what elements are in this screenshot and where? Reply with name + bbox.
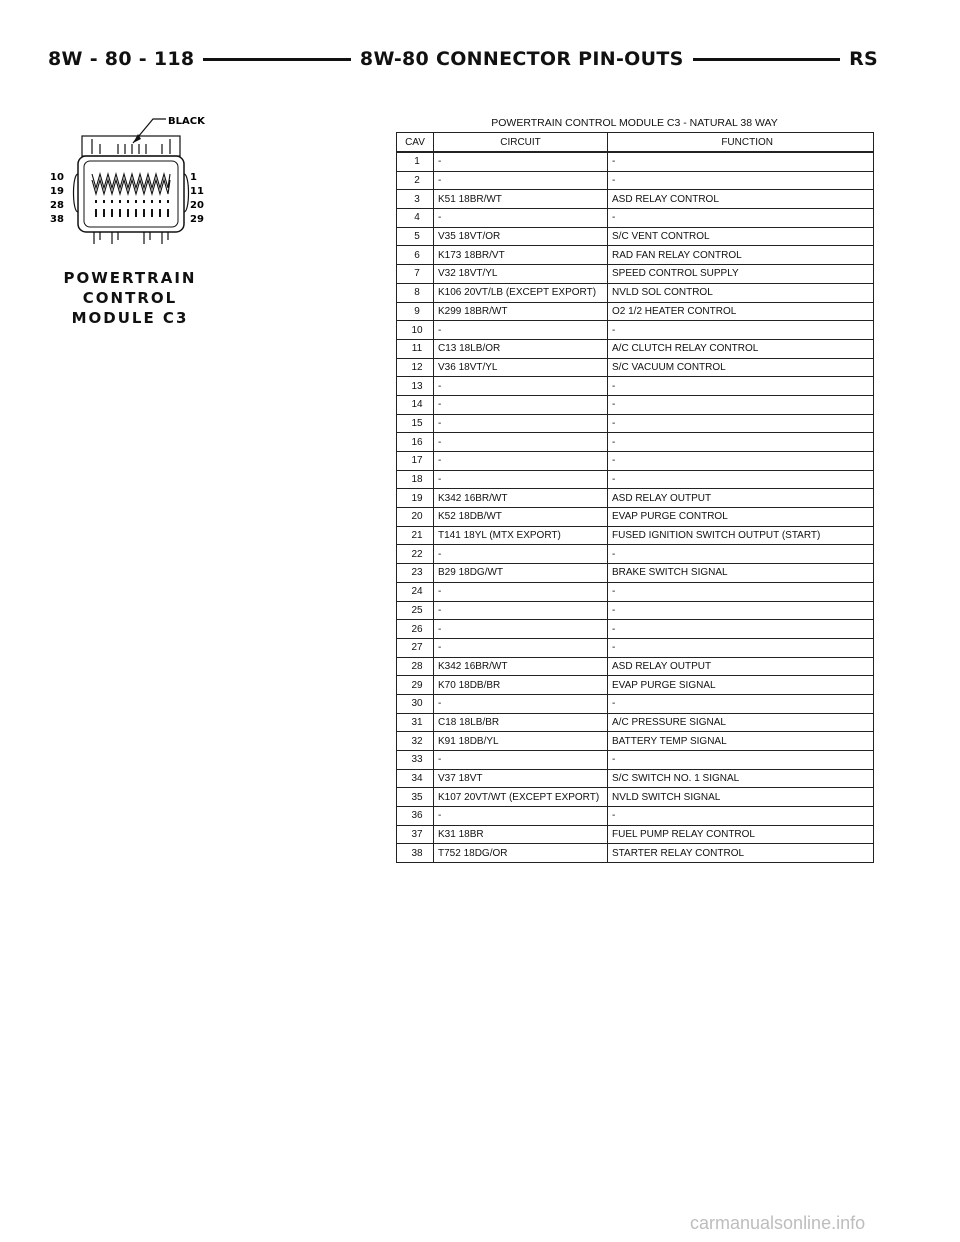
cav-cell: 37 [397,825,434,844]
table-row [397,433,874,452]
caption-line: CONTROL [82,289,178,307]
function-cell: ASD RELAY OUTPUT [608,657,874,676]
table-row [397,321,874,340]
function-cell: NVLD SOL CONTROL [608,283,874,302]
function-cell: BATTERY TEMP SIGNAL [608,732,874,751]
table-row [397,470,874,489]
column-header-function: FUNCTION [608,133,874,153]
header-rule-left [203,58,351,61]
circuit-cell: B29 18DG/WT [434,564,608,583]
circuit-cell: - [434,377,608,396]
pin-dots [95,200,169,217]
circuit-cell: K106 20VT/LB (EXCEPT EXPORT) [434,283,608,302]
function-cell: - [608,638,874,657]
cav-cell: 16 [397,433,434,452]
function-cell: EVAP PURGE CONTROL [608,508,874,527]
cav-cell: 24 [397,582,434,601]
cav-cell: 36 [397,807,434,826]
table-row [397,508,874,527]
cav-cell: 29 [397,676,434,695]
circuit-cell: - [434,694,608,713]
circuit-cell: - [434,171,608,190]
function-cell: - [608,433,874,452]
circuit-cell: - [434,638,608,657]
table-row [397,694,874,713]
function-cell: FUEL PUMP RELAY CONTROL [608,825,874,844]
table-row [397,788,874,807]
table-row [397,751,874,770]
function-cell: EVAP PURGE SIGNAL [608,676,874,695]
cav-cell: 19 [397,489,434,508]
cav-cell: 4 [397,209,434,228]
circuit-cell: K107 20VT/WT (EXCEPT EXPORT) [434,788,608,807]
function-cell: STARTER RELAY CONTROL [608,844,874,863]
circuit-cell: - [434,545,608,564]
cav-cell: 1 [397,152,434,171]
table-row [397,246,874,265]
pinout-table [396,132,874,863]
circuit-cell: T141 18YL (MTX EXPORT) [434,526,608,545]
function-cell: - [608,414,874,433]
table-row [397,152,874,171]
function-cell: - [608,582,874,601]
circuit-cell: C13 18LB/OR [434,339,608,358]
function-cell: - [608,209,874,228]
cav-cell: 25 [397,601,434,620]
table-row [397,713,874,732]
circuit-cell: V32 18VT/YL [434,265,608,284]
module-caption [60,268,200,328]
model-code: RS [849,48,878,70]
circuit-cell: - [434,152,608,171]
table-row [397,414,874,433]
circuit-cell: - [434,601,608,620]
cav-cell: 17 [397,452,434,471]
column-header-cav: CAV [397,133,434,153]
function-cell: ASD RELAY OUTPUT [608,489,874,508]
cav-cell: 33 [397,751,434,770]
function-cell: - [608,807,874,826]
function-cell: NVLD SWITCH SIGNAL [608,788,874,807]
circuit-cell: - [434,807,608,826]
function-cell: FUSED IGNITION SWITCH OUTPUT (START) [608,526,874,545]
table-row [397,844,874,863]
table-row [397,452,874,471]
function-cell: S/C SWITCH NO. 1 SIGNAL [608,769,874,788]
cav-cell: 15 [397,414,434,433]
circuit-cell: V36 18VT/YL [434,358,608,377]
table-row [397,377,874,396]
circuit-cell: - [434,620,608,639]
latch-ribs [92,139,170,154]
cav-cell: 26 [397,620,434,639]
watermark: carmanualsonline.info [690,1213,866,1233]
table-row [397,265,874,284]
function-cell: - [608,377,874,396]
table-header-row [397,133,874,153]
function-cell: - [608,171,874,190]
cav-cell: 18 [397,470,434,489]
function-cell: - [608,152,874,171]
table-row [397,769,874,788]
cav-cell: 30 [397,694,434,713]
cav-cell: 13 [397,377,434,396]
table-row [397,582,874,601]
table-row [397,209,874,228]
circuit-cell: - [434,321,608,340]
table-row [397,227,874,246]
pin-label-left: 38 [50,214,64,225]
cav-cell: 21 [397,526,434,545]
table-row [397,489,874,508]
function-cell: - [608,452,874,471]
table-row [397,732,874,751]
circuit-cell: - [434,433,608,452]
circuit-cell: K70 18DB/BR [434,676,608,695]
table-row [397,526,874,545]
caption-line: MODULE C3 [71,309,189,327]
circuit-cell: V35 18VT/OR [434,227,608,246]
table-row [397,807,874,826]
circuit-cell: - [434,452,608,471]
cav-cell: 31 [397,713,434,732]
function-cell: - [608,321,874,340]
cav-cell: 22 [397,545,434,564]
pin-label-right: 11 [190,186,204,197]
connector-legs [94,232,168,244]
table-row [397,620,874,639]
table-row [397,283,874,302]
cav-cell: 34 [397,769,434,788]
pin-cavities [92,174,170,194]
circuit-cell: K91 18DB/YL [434,732,608,751]
color-callout: BLACK [168,116,205,127]
circuit-cell: - [434,414,608,433]
page-header [48,44,878,74]
pin-label-left: 10 [50,172,64,183]
cav-cell: 20 [397,508,434,527]
table-row [397,825,874,844]
function-cell: A/C CLUTCH RELAY CONTROL [608,339,874,358]
circuit-cell: C18 18LB/BR [434,713,608,732]
function-cell: - [608,601,874,620]
cav-cell: 32 [397,732,434,751]
cav-cell: 27 [397,638,434,657]
table-row [397,302,874,321]
page-number: 8W - 80 - 118 [48,48,195,70]
function-cell: S/C VACUUM CONTROL [608,358,874,377]
table-row [397,601,874,620]
cav-cell: 10 [397,321,434,340]
table-row [397,657,874,676]
circuit-cell: - [434,395,608,414]
cav-cell: 8 [397,283,434,302]
table-row [397,190,874,209]
pin-label-right: 20 [190,200,204,211]
circuit-cell: K173 18BR/VT [434,246,608,265]
circuit-cell: K299 18BR/WT [434,302,608,321]
table-row [397,676,874,695]
table-row [397,171,874,190]
connector-latch [82,136,180,156]
cav-cell: 6 [397,246,434,265]
cav-cell: 38 [397,844,434,863]
circuit-cell: K342 16BR/WT [434,657,608,676]
connector-inner-wall [84,161,178,227]
table-row [397,358,874,377]
circuit-cell: K342 16BR/WT [434,489,608,508]
circuit-cell: V37 18VT [434,769,608,788]
cav-cell: 23 [397,564,434,583]
cav-cell: 28 [397,657,434,676]
function-cell: - [608,751,874,770]
table-title: POWERTRAIN CONTROL MODULE C3 - NATURAL 38 WAY [491,117,778,129]
cav-cell: 2 [397,171,434,190]
circuit-cell: T752 18DG/OR [434,844,608,863]
function-cell: RAD FAN RELAY CONTROL [608,246,874,265]
function-cell: - [608,620,874,639]
section-title: 8W-80 CONNECTOR PIN-OUTS [359,48,684,70]
function-cell: - [608,694,874,713]
connector-drawing [48,108,218,268]
function-cell: - [608,470,874,489]
circuit-cell: - [434,751,608,770]
pin-label-left: 19 [50,186,64,197]
table-row [397,395,874,414]
cav-cell: 9 [397,302,434,321]
function-cell: ASD RELAY CONTROL [608,190,874,209]
cav-cell: 3 [397,190,434,209]
cav-cell: 14 [397,395,434,414]
function-cell: - [608,545,874,564]
cav-cell: 11 [397,339,434,358]
caption-line: POWERTRAIN [63,269,197,287]
table-body [397,152,874,863]
function-cell: - [608,395,874,414]
pin-label-right: 29 [190,214,204,225]
function-cell: BRAKE SWITCH SIGNAL [608,564,874,583]
column-header-circuit: CIRCUIT [434,133,608,153]
function-cell: A/C PRESSURE SIGNAL [608,713,874,732]
header-rule-right [693,58,841,61]
function-cell: S/C VENT CONTROL [608,227,874,246]
cav-cell: 35 [397,788,434,807]
circuit-cell: K52 18DB/WT [434,508,608,527]
circuit-cell: - [434,470,608,489]
circuit-cell: K31 18BR [434,825,608,844]
circuit-cell: K51 18BR/WT [434,190,608,209]
table-row [397,564,874,583]
circuit-cell: - [434,209,608,228]
cav-cell: 12 [397,358,434,377]
table-row [397,638,874,657]
pin-label-left: 28 [50,200,64,211]
pin-label-right: 1 [190,172,197,183]
cav-cell: 7 [397,265,434,284]
table-row [397,545,874,564]
circuit-cell: - [434,582,608,601]
cav-cell: 5 [397,227,434,246]
function-cell: SPEED CONTROL SUPPLY [608,265,874,284]
function-cell: O2 1/2 HEATER CONTROL [608,302,874,321]
table-row [397,339,874,358]
